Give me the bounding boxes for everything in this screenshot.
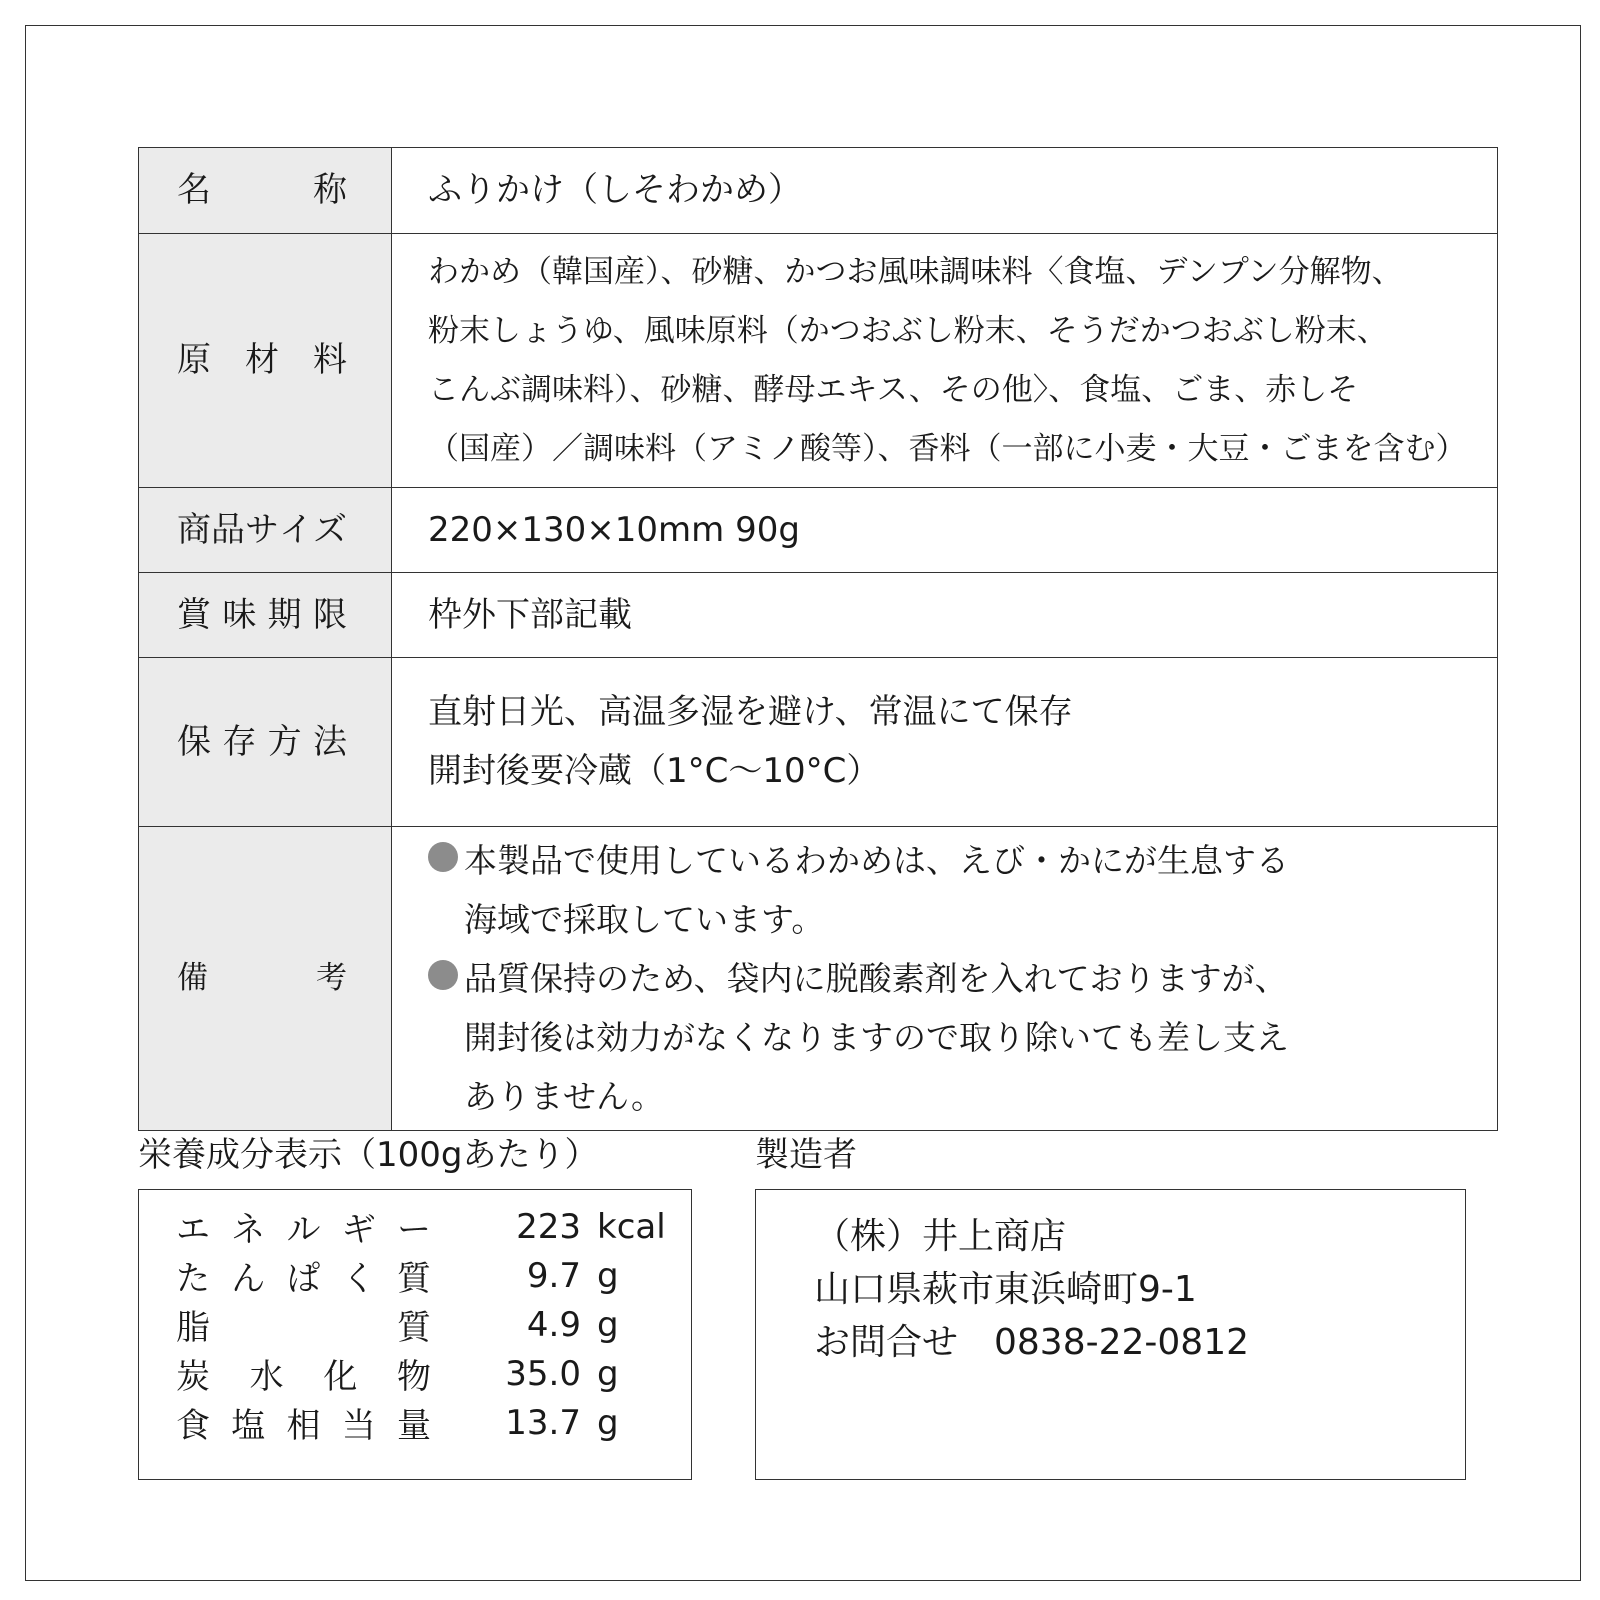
spec-label-best-before: 賞 味 期 限 xyxy=(139,573,392,658)
bullet-icon xyxy=(428,960,458,990)
spec-label-storage: 保 存 方 法 xyxy=(139,658,392,827)
manufacturer-contact: お問合せ 0838-22-0812 xyxy=(814,1322,1250,1363)
nutrition-value: 13.7 xyxy=(505,1402,581,1443)
nutrition-label: 炭 水 化 物 xyxy=(176,1357,431,1397)
note-item: 品質保持のため、袋内に脱酸素剤を入れておりますが、 開封後は効力がなくなりますので取り除いても差し支え ありません。 xyxy=(428,949,1467,1126)
spec-row-name xyxy=(139,148,1498,234)
manufacturer-address: 山口県萩市東浜崎町9-1 xyxy=(814,1269,1197,1310)
spec-row-notes xyxy=(139,827,1498,1131)
nutrition-unit: g xyxy=(597,1353,619,1394)
spec-label-notes: 備 考 xyxy=(139,827,392,1131)
nutrition-label: エ ネ ル ギ ー xyxy=(176,1210,431,1250)
spec-label-ingredients: 原 材 料 xyxy=(139,234,392,488)
spec-label-name: 名 称 xyxy=(139,148,392,234)
bullet-icon xyxy=(428,842,458,872)
nutrition-value: 223 xyxy=(516,1206,581,1247)
nutrition-unit: g xyxy=(597,1304,619,1345)
spec-value-notes xyxy=(392,827,1498,1131)
spec-value-best-before: 枠外下部記載 xyxy=(392,573,1498,658)
note-item: 本製品で使用しているわかめは、えび・かにが生息する 海域で採取しています。 xyxy=(428,831,1467,949)
nutrition-value: 9.7 xyxy=(526,1255,581,1296)
nutrition-title: 栄養成分表示（100gあたり） xyxy=(138,1135,599,1175)
nutrition-unit: kcal xyxy=(597,1206,666,1247)
manufacturer-company: （株）井上商店 xyxy=(814,1216,1067,1257)
spec-value-ingredients: わかめ（韓国産）、砂糖、かつお風味調味料〈食塩、デンプン分解物、 粉末しょうゆ、風味原料（かつおぶし粉末、そうだかつおぶし粉末、 こんぶ調味料）、砂糖、酵母エキス、その他〉、食塩、ごま、赤しそ （国産）／調味料（アミノ酸等）、香料（一部に小麦・大豆・ごまを含む） xyxy=(392,234,1498,488)
nutrition-unit: g xyxy=(597,1255,619,1296)
spec-row-best-before xyxy=(139,573,1498,658)
manufacturer-box xyxy=(755,1189,1466,1480)
nutrition-box xyxy=(138,1189,692,1480)
spec-label-size: 商 品 サ イ ズ xyxy=(139,488,392,573)
nutrition-value: 4.9 xyxy=(526,1304,581,1345)
nutrition-row-fat xyxy=(176,1300,691,1349)
nutrition-value: 35.0 xyxy=(505,1353,581,1394)
spec-value-storage: 直射日光、高温多湿を避け、常温にて保存 開封後要冷蔵（1°C～10°C） xyxy=(392,658,1498,827)
nutrition-row-salt xyxy=(176,1398,691,1447)
nutrition-label: 脂 質 xyxy=(176,1308,431,1348)
product-spec-table xyxy=(138,147,1498,1131)
manufacturer-title: 製造者 xyxy=(755,1135,857,1175)
spec-value-size: 220×130×10mm 90g xyxy=(392,488,1498,573)
nutrition-row-carbohydrate xyxy=(176,1349,691,1398)
nutrition-label: た ん ぱ く 質 xyxy=(176,1259,431,1299)
spec-row-size xyxy=(139,488,1498,573)
spec-value-name: ふりかけ（しそわかめ） xyxy=(392,148,1498,234)
spec-row-ingredients xyxy=(139,234,1498,488)
spec-row-storage xyxy=(139,658,1498,827)
nutrition-row-protein xyxy=(176,1251,691,1300)
nutrition-unit: g xyxy=(597,1402,619,1443)
nutrition-label: 食 塩 相 当 量 xyxy=(176,1406,431,1446)
nutrition-row-energy xyxy=(176,1202,691,1251)
